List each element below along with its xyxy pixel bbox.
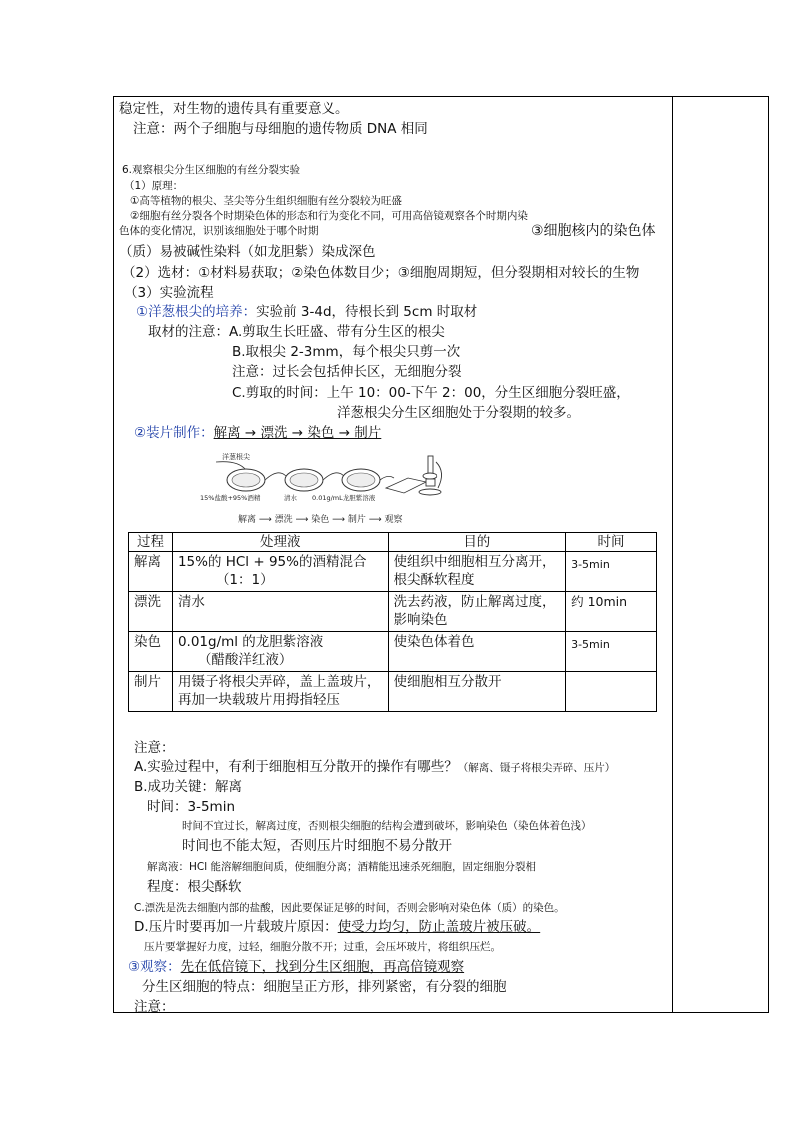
liquid-cell: 用镊子将根尖弄碎，盖上盖玻片，再加一块载玻片用拇指轻压	[172, 672, 388, 712]
time-cell	[566, 672, 657, 712]
time-cell: 约 10min	[566, 592, 657, 632]
column-divider	[672, 96, 673, 1013]
experiment-diagram	[198, 450, 454, 532]
text-line: （质）易被碱性染料（如龙胆紫）染成深色	[119, 244, 376, 260]
table-row	[129, 632, 657, 672]
step-detail: 实验前 3-4d，待根长到 5cm 时取材	[256, 304, 478, 320]
step-cell: 漂洗	[129, 592, 173, 632]
text-line: 注意：过长会包括伸长区，无细胞分裂	[232, 364, 462, 380]
text-line: 压片要掌握好力度，过轻，细胞分散不开；过重，会压坏玻片，将组织压烂。	[144, 941, 501, 953]
step-cell: 染色	[129, 632, 173, 672]
text-line: 注意：两个子细胞与母细胞的遗传物质 DNA 相同	[133, 121, 428, 137]
text-line: 程度：根尖酥软	[147, 879, 242, 895]
text-line: ②细胞有丝分裂各个时期染色体的形态和行为变化不同，可用高倍镜观察各个时期内染	[130, 210, 528, 222]
header-cell: 过程	[129, 533, 173, 552]
liquid-cell: 15%的 HCl + 95%的酒精混合 （1：1）	[172, 552, 388, 592]
table-row	[129, 552, 657, 592]
text-line: C.剪取的时间：上午 10：00-下午 2：00，分生区细胞分裂旺盛，	[232, 385, 630, 401]
text-line: A.实验过程中，有利于细胞相互分散开的操作有哪些？（解离、镊子将根尖弄碎、压片）	[134, 759, 616, 775]
liquid-cell: 清水	[172, 592, 388, 632]
text-line: 解离液：HCl 能溶解细胞间质，使细胞分离；酒精能迅速杀死细胞，固定细胞分裂相	[147, 861, 536, 873]
table-row	[129, 672, 657, 712]
time-cell: 3-5min	[566, 632, 657, 672]
step-label: ②装片制作：	[134, 425, 214, 441]
text-line: D.压片时要再加一片载玻片原因：使受力均匀，防止盖玻片被压破。	[134, 919, 541, 935]
text-line: 色体的变化情况，识别该细胞处于哪个时期	[119, 225, 319, 237]
diagram-flow: 解离 ⟶ 漂洗 ⟶ 染色 ⟶ 制片 ⟶ 观察	[238, 515, 403, 525]
step-detail: 解离 → 漂洗 → 染色 → 制片	[213, 425, 382, 441]
text-line: （1）原理：	[124, 180, 184, 192]
text-line: 分生区细胞的特点：细胞呈正方形，排列紧密，有分裂的细胞	[142, 979, 507, 995]
microscope-icon	[419, 456, 442, 495]
text-line: （2）选材：①材料易获取；②染色体数目少；③细胞周期短，但分裂期相对较长的生物	[122, 265, 640, 281]
purpose-cell: 洗去药液，防止解离过度，影响染色	[388, 592, 566, 632]
text-line: 注意：	[134, 999, 175, 1015]
step-label: ①洋葱根尖的培养：	[136, 304, 257, 320]
purpose-cell: 使染色体着色	[388, 632, 566, 672]
header-cell: 时间	[566, 533, 657, 552]
time-cell: 3-5min	[566, 552, 657, 592]
table-header-row	[129, 533, 657, 552]
table-row	[129, 592, 657, 632]
text-line	[134, 424, 381, 442]
text-line: 时间也不能太短，否则压片时细胞不易分散开	[182, 838, 452, 854]
process-table	[128, 532, 657, 712]
text-line: ①高等植物的根尖、茎尖等分生组织细胞有丝分裂较为旺盛	[130, 195, 402, 207]
text-line: 取材的注意：A.剪取生长旺盛、带有分生区的根尖	[148, 324, 445, 340]
diagram-label: 15%盐酸+95%酒精	[200, 494, 261, 502]
diagram-label: 清水	[284, 494, 297, 502]
text-line: B.成功关键：解离	[134, 779, 243, 795]
liquid-cell: 0.01g/ml 的龙胆紫溶液 （醋酸洋红液）	[172, 632, 388, 672]
diagram-label: 洋葱根尖	[222, 453, 250, 461]
text-line: ③细胞核内的染色体	[531, 223, 656, 239]
text-line: （3）实验流程	[124, 285, 214, 301]
text-line: ③观察：先在低倍镜下，找到分生区细胞，再高倍镜观察	[128, 959, 465, 975]
text-line: B.取根尖 2-3mm，每个根尖只剪一次	[232, 344, 461, 360]
text-line: 注意：	[134, 740, 175, 756]
purpose-cell: 使细胞相互分散开	[388, 672, 566, 712]
header-cell: 处理液	[172, 533, 388, 552]
diagram-label: 0.01g/mL龙胆紫溶液	[312, 494, 376, 502]
text-line: 时间不宜过长，解离过度，否则根尖细胞的结构会遭到破坏，影响染色（染色体着色浅）	[182, 820, 592, 832]
step-cell: 解离	[129, 552, 173, 592]
step-cell: 制片	[129, 672, 173, 712]
text-line	[136, 303, 477, 321]
text-line: 时间：3-5min	[147, 799, 236, 815]
text-line: 洋葱根尖分生区细胞处于分裂期的较多。	[337, 405, 580, 421]
section-heading: 6.观察根尖分生区细胞的有丝分裂实验	[122, 164, 301, 176]
purpose-cell: 使组织中细胞相互分离开，根尖酥软程度	[388, 552, 566, 592]
text-line: C.漂洗是洗去细胞内部的盐酸，因此要保证足够的时间，否则会影响对染色体（质）的染色。	[134, 902, 565, 914]
text-line: 稳定性，对生物的遗传具有重要意义。	[119, 101, 349, 117]
header-cell: 目的	[388, 533, 566, 552]
